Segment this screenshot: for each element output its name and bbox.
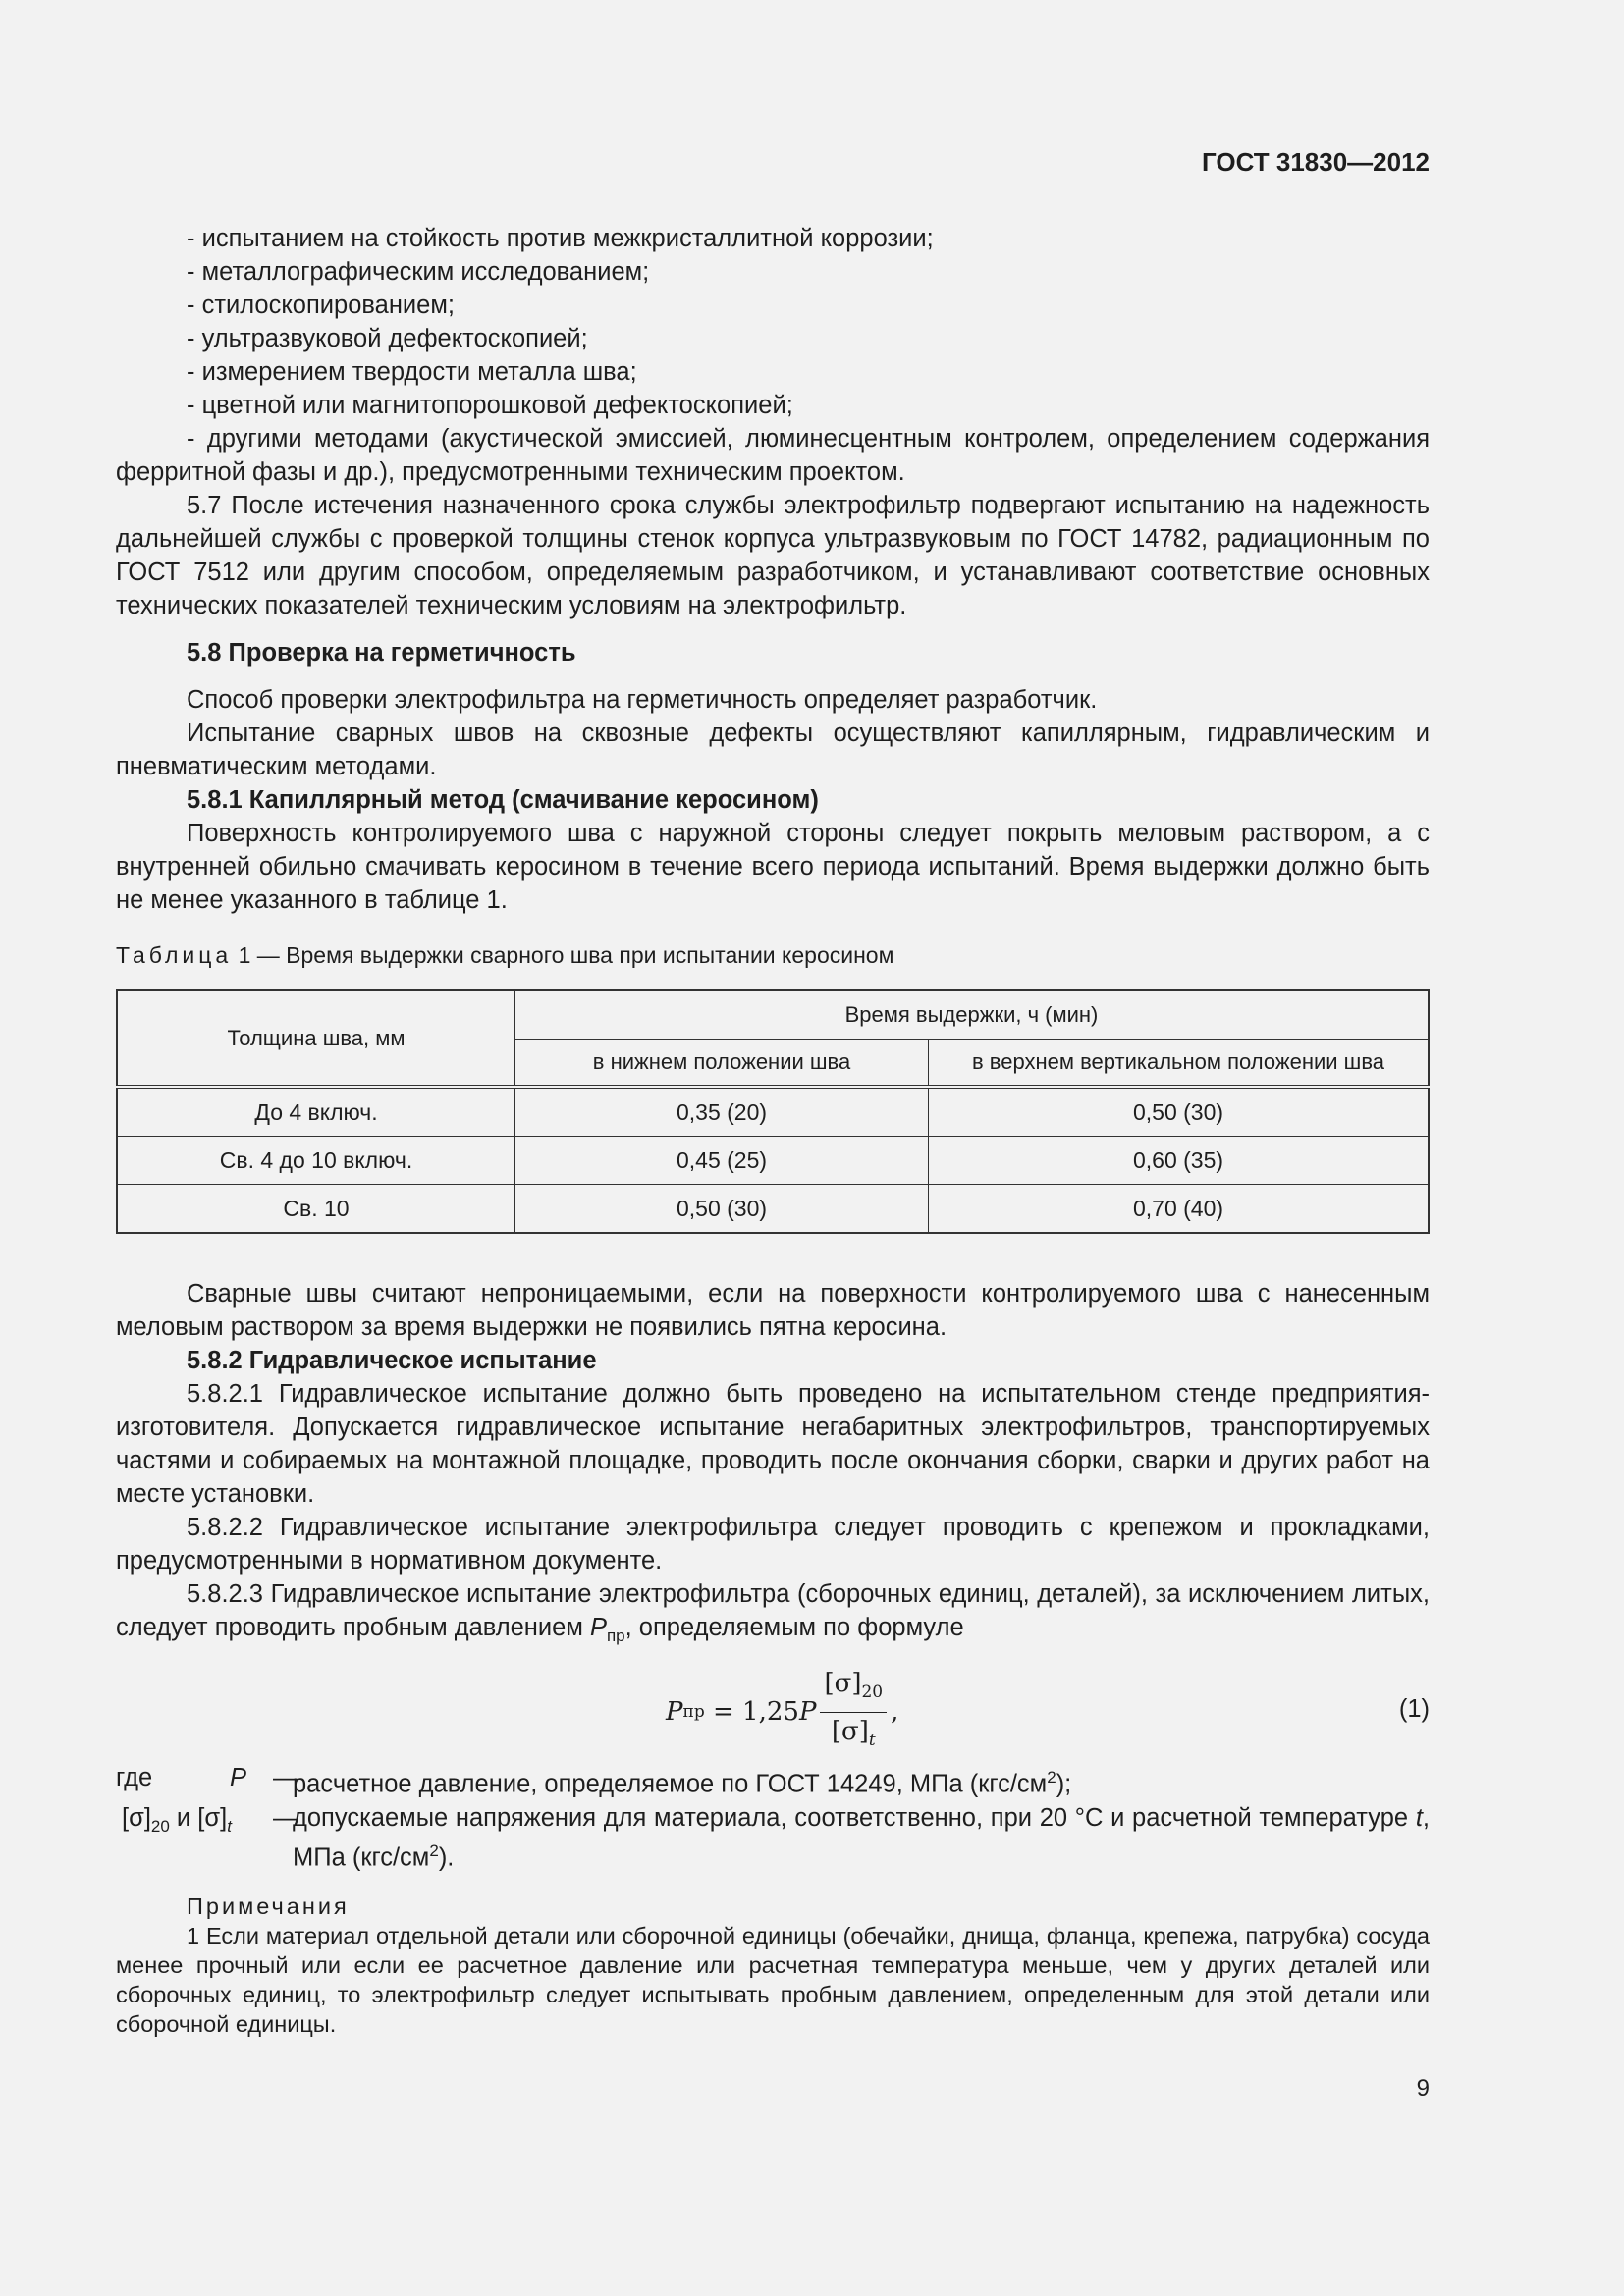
table-row <box>117 1137 1429 1185</box>
table-row <box>117 1185 1429 1234</box>
def-text-2-mid: , МПа (кгс/см <box>293 1803 1430 1872</box>
col-header-hold-time: Время выдержки, ч (мин) <box>515 990 1430 1040</box>
cell-thickness: Св. 10 <box>117 1185 515 1234</box>
def-dash: — <box>273 1764 298 1792</box>
cell-lower: 0,45 (25) <box>515 1137 929 1185</box>
def-sigma-a: [σ] <box>122 1803 151 1832</box>
formula-1 <box>116 1663 1430 1761</box>
def-sigma-a-sub: 20 <box>150 1816 170 1836</box>
heading-5-8-1: 5.8.1 Капиллярный метод (смачивание керосином) <box>187 786 819 814</box>
para-5-8-welds: Испытание сварных швов на сквозные дефекты осуществляют капиллярным, гидравлическим и пневматическим методами. <box>116 720 1430 780</box>
formula-num-sub: 20 <box>861 1682 884 1703</box>
formula-comma: , <box>891 1697 899 1728</box>
formula-lhs-sub: пр <box>682 1702 705 1723</box>
heading-5-8: 5.8 Проверка на герметичность <box>187 639 576 667</box>
def-text-2 <box>293 1801 1430 1875</box>
clause-5-8-2-1: 5.8.2.1 Гидравлическое испытание должно быть проведено на испытательном стенде предприятия-изготовителя. Допускается гидравлическое испытание негабаритных электрофильтров, транспортируемых частями и собираемых на монтажной площадке, проводить после окончания сборки, сварки и других работ на месте установки. <box>116 1380 1430 1508</box>
col-header-thickness: Толщина шва, мм <box>117 990 515 1087</box>
formula-den-sigma: [σ] <box>831 1716 869 1746</box>
para-after-table: Сварные швы считают непроницаемыми, если на поверхности контролируемого шва с нанесенным меловым раствором за время выдержки не появились пятна керосина. <box>116 1280 1430 1341</box>
symbol-sub: пр <box>606 1627 625 1646</box>
list-item: - измерением твердости металла шва; <box>187 358 637 386</box>
clause-5-7: 5.7 После истечения назначенного срока службы электрофильтр подвергают испытанию на надежность дальнейшей службы с проверкой толщины стенок корпуса ультразвуковым по ГОСТ 14782, радиационным по ГОСТ 7512 или другим способом, определяемым разработчиком, и устанавливают соответствие основных технических показателей техническим условиям на электрофильтр. <box>116 492 1430 619</box>
para-5-8-1: Поверхность контролируемого шва с наружной стороны следует покрыть меловым раствором, а с внутренней обильно смачивать керосином в течение всего периода испытаний. Время выдержки должно быть не менее указанного в таблице 1. <box>116 820 1430 914</box>
heading-5-8-2: 5.8.2 Гидравлическое испытание <box>187 1347 597 1374</box>
clause-5-8-2-2: 5.8.2.2 Гидравлическое испытание электрофильтра следует проводить с крепежом и прокладками, предусмотренными в нормативном документе. <box>116 1514 1430 1575</box>
def-text-2-sup: 2 <box>429 1841 439 1860</box>
page-body <box>116 222 1430 2039</box>
list-item: - цветной или магнитопорошковой дефектоскопией; <box>187 392 793 419</box>
def-text-1-tail: ); <box>1056 1770 1072 1798</box>
formula-lhs: P <box>666 1697 683 1728</box>
def-text-2-t: t <box>1415 1803 1423 1832</box>
clause-5-8-2-3 <box>116 1577 1430 1653</box>
def-text-1 <box>293 1761 1430 1801</box>
list-item: - ультразвуковой дефектоскопией; <box>187 325 588 352</box>
para-5-8-method: Способ проверки электрофильтра на герметичность определяет разработчик. <box>187 686 1098 714</box>
page-number: 9 <box>1416 2075 1430 2102</box>
document-code: ГОСТ 31830—2012 <box>1202 147 1430 177</box>
table-caption-word: Таблица <box>116 942 233 968</box>
list-item: - металлографическим исследованием; <box>187 258 650 286</box>
clause-tail: , определяемым по формуле <box>624 1614 964 1641</box>
table-row <box>117 1087 1429 1137</box>
list-item-last: - другими методами (акустической эмиссией, люминесцентным контролем, определением содержания ферритной фазы и др.), предусмотренными техническим проектом. <box>116 425 1430 486</box>
table-caption <box>116 938 1430 972</box>
col-header-upper: в верхнем вертикальном положении шва <box>929 1040 1430 1088</box>
formula-expression <box>666 1663 898 1761</box>
def-text-1-body: расчетное давление, определяемое по ГОСТ 14249, МПа (кгс/см <box>293 1770 1048 1798</box>
table-caption-text: 1 — Время выдержки сварного шва при испытании керосином <box>232 942 894 968</box>
cell-thickness: Св. 4 до 10 включ. <box>117 1137 515 1185</box>
def-text-2-tail: ). <box>438 1843 455 1872</box>
def-dash: — <box>273 1803 298 1832</box>
table-1 <box>116 989 1430 1234</box>
cell-upper: 0,50 (30) <box>929 1087 1430 1137</box>
formula-number: (1) <box>1398 1695 1430 1724</box>
formula-eq: = 1,25 <box>704 1697 799 1728</box>
def-where <box>116 1761 247 1801</box>
cell-lower: 0,50 (30) <box>515 1185 929 1234</box>
notes-title: Примечания <box>187 1894 350 1920</box>
def-text-1-sup: 2 <box>1047 1768 1056 1788</box>
list-item: - испытанием на стойкость против межкристаллитной коррозии; <box>187 225 934 252</box>
cell-upper: 0,60 (35) <box>929 1137 1430 1185</box>
methods-list <box>116 222 1430 489</box>
def-sigma-b-sub: t <box>227 1816 232 1836</box>
formula-p: P <box>798 1697 817 1728</box>
list-item: - стилоскопированием; <box>187 292 455 319</box>
cell-lower: 0,35 (20) <box>515 1087 929 1137</box>
def-text-2-body: допускаемые напряжения для материала, соответственно, при 20 °С и расчетной температуре <box>293 1803 1416 1832</box>
def-where-word: где <box>116 1764 153 1792</box>
def-and: и <box>169 1803 198 1832</box>
def-symbol-sigma <box>116 1801 234 1875</box>
formula-den-sub: t <box>868 1730 876 1750</box>
formula-definitions <box>116 1761 1430 1874</box>
formula-fraction <box>820 1667 887 1756</box>
def-symbol-p: P <box>230 1764 247 1792</box>
cell-upper: 0,70 (40) <box>929 1185 1430 1234</box>
cell-thickness: До 4 включ. <box>117 1087 515 1137</box>
note-1: 1 Если материал отдельной детали или сборочной единицы (обечайки, днища, фланца, крепежа, патрубка) сосуда менее прочный или если ее расчетное давление или расчетная температура меньше, чем у других деталей или сборочных единиц, то электрофильтр следует испытывать пробным давлением, определенным для этой детали или сборочной единицы. <box>116 1923 1430 2038</box>
formula-denominator <box>828 1713 880 1757</box>
clause-text: 5.8.2.3 Гидравлическое испытание электрофильтра (сборочных единиц, деталей), за исключением литых, следует проводить пробным давлением <box>116 1580 1430 1641</box>
notes <box>116 1892 1430 2039</box>
formula-num-sigma: [σ] <box>824 1669 862 1699</box>
symbol-p: P <box>589 1614 607 1641</box>
formula-numerator <box>820 1667 887 1712</box>
col-header-lower: в нижнем положении шва <box>515 1040 929 1088</box>
def-sigma-b: [σ] <box>197 1803 228 1832</box>
